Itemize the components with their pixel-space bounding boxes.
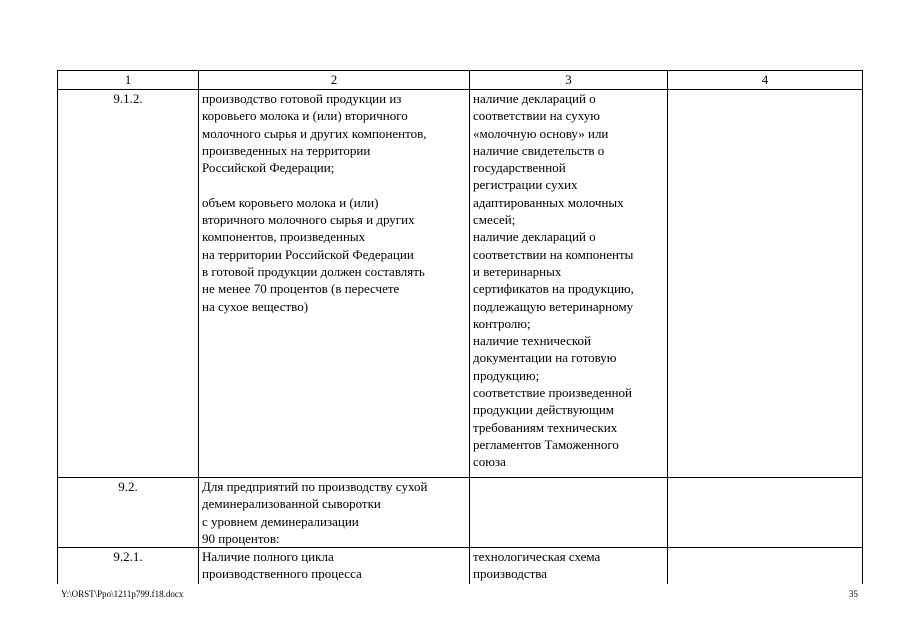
row-number: 9.1.2. [58,90,199,478]
table-row [58,90,863,478]
header-cell-2: 2 [199,71,470,90]
documents-cell [470,478,668,548]
documents-cell: технологическая схема производства [470,548,668,584]
table-row [58,478,863,548]
table-header-row [58,71,863,90]
document-table [57,70,863,584]
table-row [58,548,863,584]
requirement-cell: Для предприятий по производству сухой деминерализованной сыворотки с уровнем деминерализации 90 процентов: [199,478,470,548]
requirement-cell: производство готовой продукции из коровьего молока и (или) вторичного молочного сырья и других компонентов, произведенных на территории Российской Федерации; объем коровьего молока и (или) вторичного молочного сырья и других компонентов, произведенных на территории Российской Федерации в готовой продукции должен составлять не менее 70 процентов (в пересчете на сухое вещество) [199,90,470,478]
notes-cell [668,90,863,478]
notes-cell [668,548,863,584]
page-number: 35 [849,589,858,599]
requirement-cell: Наличие полного цикла производственного процесса [199,548,470,584]
notes-cell [668,478,863,548]
row-number: 9.2.1. [58,548,199,584]
row-number: 9.2. [58,478,199,548]
documents-cell: наличие деклараций о соответствии на сухую «молочную основу» или наличие свидетельств о государственной регистрации сухих адаптированных молочных смесей; наличие деклараций о соответствии на компоненты и ветеринарных сертификатов на продукцию, подлежащую ветеринарному контролю; наличие технической документации на готовую продукцию; соответствие произведенной продукции действующим требованиям технических регламентов Таможенного союза [470,90,668,478]
header-cell-1: 1 [58,71,199,90]
header-cell-3: 3 [470,71,668,90]
footer-file-path: Y:\ORST\Ppo\1211p799.f18.docx [61,589,184,599]
header-cell-4: 4 [668,71,863,90]
